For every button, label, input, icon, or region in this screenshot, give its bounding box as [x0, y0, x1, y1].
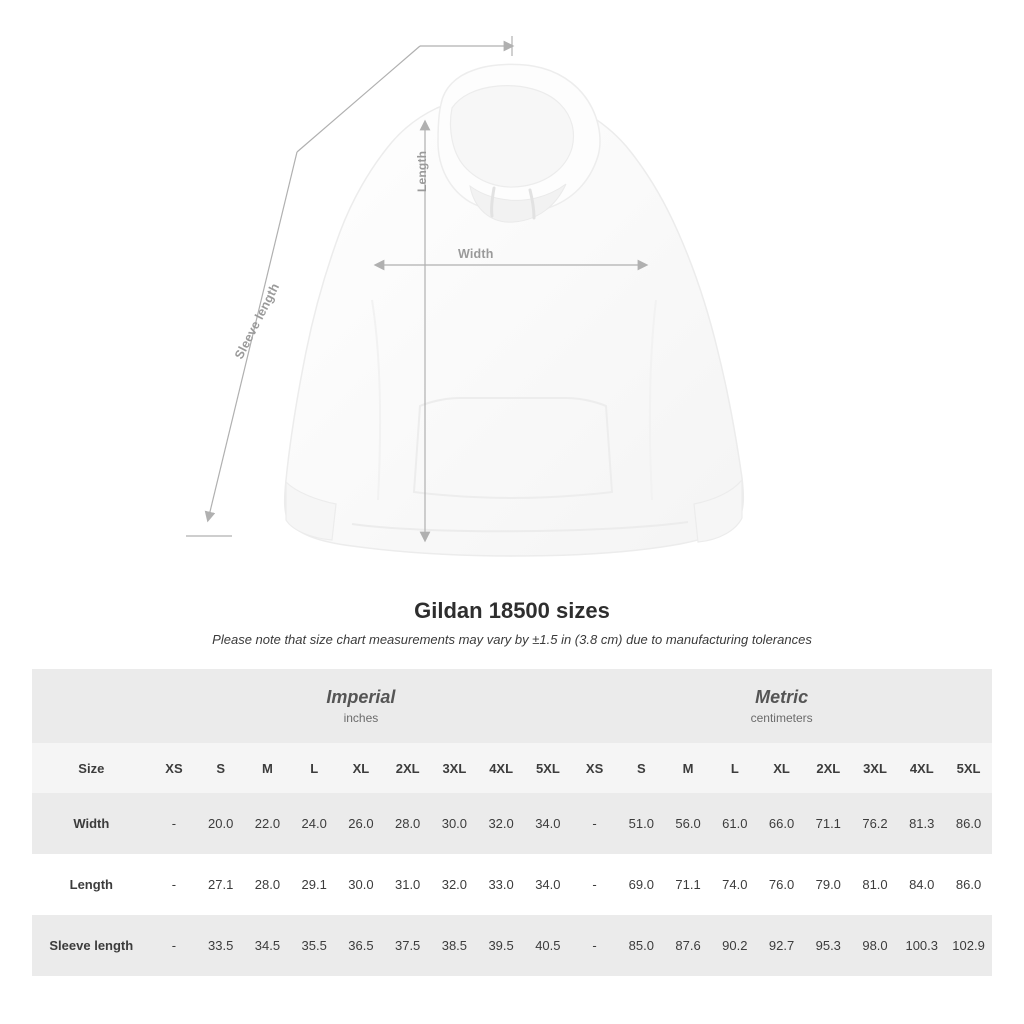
sleeve-length-dimension-label: Sleeve length — [232, 280, 283, 362]
table-row — [32, 915, 992, 976]
cell-sleeve-imperial-l: 35.5 — [291, 915, 338, 976]
cell-width-imperial-2xl: 28.0 — [384, 793, 431, 854]
cell-length-imperial-xl: 30.0 — [338, 854, 385, 915]
cell-length-metric-5xl: 86.0 — [945, 854, 992, 915]
size-col-imperial-s: S — [197, 743, 244, 793]
cell-width-metric-xl: 66.0 — [758, 793, 805, 854]
size-col-imperial-5xl: 5XL — [524, 743, 571, 793]
row-label-width: Width — [32, 793, 151, 854]
cell-sleeve-metric-4xl: 100.3 — [898, 915, 945, 976]
cell-length-imperial-3xl: 32.0 — [431, 854, 478, 915]
cell-sleeve-metric-xl: 92.7 — [758, 915, 805, 976]
size-chart-table — [32, 669, 992, 976]
size-col-metric-5xl: 5XL — [945, 743, 992, 793]
size-col-imperial-2xl: 2XL — [384, 743, 431, 793]
cell-sleeve-imperial-4xl: 39.5 — [478, 915, 525, 976]
cell-sleeve-metric-5xl: 102.9 — [945, 915, 992, 976]
cell-length-metric-xs: - — [571, 854, 618, 915]
row-label-length: Length — [32, 854, 151, 915]
size-col-metric-m: M — [665, 743, 712, 793]
width-dimension-label: Width — [458, 247, 494, 261]
cell-sleeve-imperial-xl: 36.5 — [338, 915, 385, 976]
cell-length-imperial-m: 28.0 — [244, 854, 291, 915]
size-col-imperial-4xl: 4XL — [478, 743, 525, 793]
size-col-imperial-m: M — [244, 743, 291, 793]
metric-unit-sub: centimeters — [750, 710, 813, 725]
size-col-metric-2xl: 2XL — [805, 743, 852, 793]
cell-length-metric-3xl: 81.0 — [852, 854, 899, 915]
cell-width-metric-xs: - — [571, 793, 618, 854]
size-col-imperial-3xl: 3XL — [431, 743, 478, 793]
cell-length-imperial-5xl: 34.0 — [524, 854, 571, 915]
cell-width-imperial-4xl: 32.0 — [478, 793, 525, 854]
cell-length-imperial-l: 29.1 — [291, 854, 338, 915]
cell-width-metric-3xl: 76.2 — [852, 793, 899, 854]
length-dimension-label: Length — [415, 150, 429, 192]
metric-unit-name: Metric — [755, 687, 809, 708]
cell-sleeve-metric-l: 90.2 — [711, 915, 758, 976]
cell-width-imperial-s: 20.0 — [197, 793, 244, 854]
size-col-imperial-xs: XS — [151, 743, 198, 793]
cell-sleeve-metric-m: 87.6 — [665, 915, 712, 976]
cell-sleeve-imperial-m: 34.5 — [244, 915, 291, 976]
table-corner-cell — [32, 669, 151, 743]
cell-length-metric-xl: 76.0 — [758, 854, 805, 915]
size-col-metric-xs: XS — [571, 743, 618, 793]
size-header-row — [32, 743, 992, 793]
cell-sleeve-imperial-3xl: 38.5 — [431, 915, 478, 976]
cell-width-imperial-xl: 26.0 — [338, 793, 385, 854]
cell-length-imperial-4xl: 33.0 — [478, 854, 525, 915]
cell-sleeve-imperial-5xl: 40.5 — [524, 915, 571, 976]
imperial-unit-name: Imperial — [326, 687, 396, 708]
cell-length-metric-s: 69.0 — [618, 854, 665, 915]
cell-width-imperial-3xl: 30.0 — [431, 793, 478, 854]
cell-length-metric-m: 71.1 — [665, 854, 712, 915]
size-col-imperial-xl: XL — [338, 743, 385, 793]
cell-length-imperial-s: 27.1 — [197, 854, 244, 915]
imperial-unit-sub: inches — [343, 710, 379, 725]
row-label-sleeve-length: Sleeve length — [32, 915, 151, 976]
cell-length-imperial-xs: - — [151, 854, 198, 915]
cell-width-metric-5xl: 86.0 — [945, 793, 992, 854]
size-col-imperial-l: L — [291, 743, 338, 793]
cell-length-metric-l: 74.0 — [711, 854, 758, 915]
size-chart-table-wrapper — [32, 669, 992, 976]
cell-sleeve-metric-xs: - — [571, 915, 618, 976]
table-row — [32, 793, 992, 854]
cell-width-metric-m: 56.0 — [665, 793, 712, 854]
size-col-metric-l: L — [711, 743, 758, 793]
cell-length-metric-4xl: 84.0 — [898, 854, 945, 915]
cell-sleeve-metric-3xl: 98.0 — [852, 915, 899, 976]
table-row — [32, 854, 992, 915]
cell-width-imperial-xs: - — [151, 793, 198, 854]
cell-sleeve-imperial-s: 33.5 — [197, 915, 244, 976]
size-col-metric-4xl: 4XL — [898, 743, 945, 793]
hoodie-shape — [285, 64, 744, 556]
cell-sleeve-imperial-xs: - — [151, 915, 198, 976]
size-header-label: Size — [32, 743, 151, 793]
cell-width-imperial-l: 24.0 — [291, 793, 338, 854]
cell-sleeve-imperial-2xl: 37.5 — [384, 915, 431, 976]
cell-width-metric-4xl: 81.3 — [898, 793, 945, 854]
cell-length-metric-2xl: 79.0 — [805, 854, 852, 915]
size-col-metric-3xl: 3XL — [852, 743, 899, 793]
tolerance-note: Please note that size chart measurements may vary by ±1.5 in (3.8 cm) due to manufacturing tolerances — [212, 632, 812, 647]
unit-header-row — [32, 669, 992, 743]
cell-width-imperial-5xl: 34.0 — [524, 793, 571, 854]
page-title: Gildan 18500 sizes — [414, 598, 610, 623]
cell-width-imperial-m: 22.0 — [244, 793, 291, 854]
chart-header — [0, 598, 1024, 647]
size-col-metric-s: S — [618, 743, 665, 793]
cell-width-metric-l: 61.0 — [711, 793, 758, 854]
size-col-metric-xl: XL — [758, 743, 805, 793]
imperial-header — [151, 669, 572, 743]
cell-width-metric-s: 51.0 — [618, 793, 665, 854]
cell-length-imperial-2xl: 31.0 — [384, 854, 431, 915]
cell-sleeve-metric-s: 85.0 — [618, 915, 665, 976]
cell-width-metric-2xl: 71.1 — [805, 793, 852, 854]
metric-header — [571, 669, 992, 743]
cell-sleeve-metric-2xl: 95.3 — [805, 915, 852, 976]
